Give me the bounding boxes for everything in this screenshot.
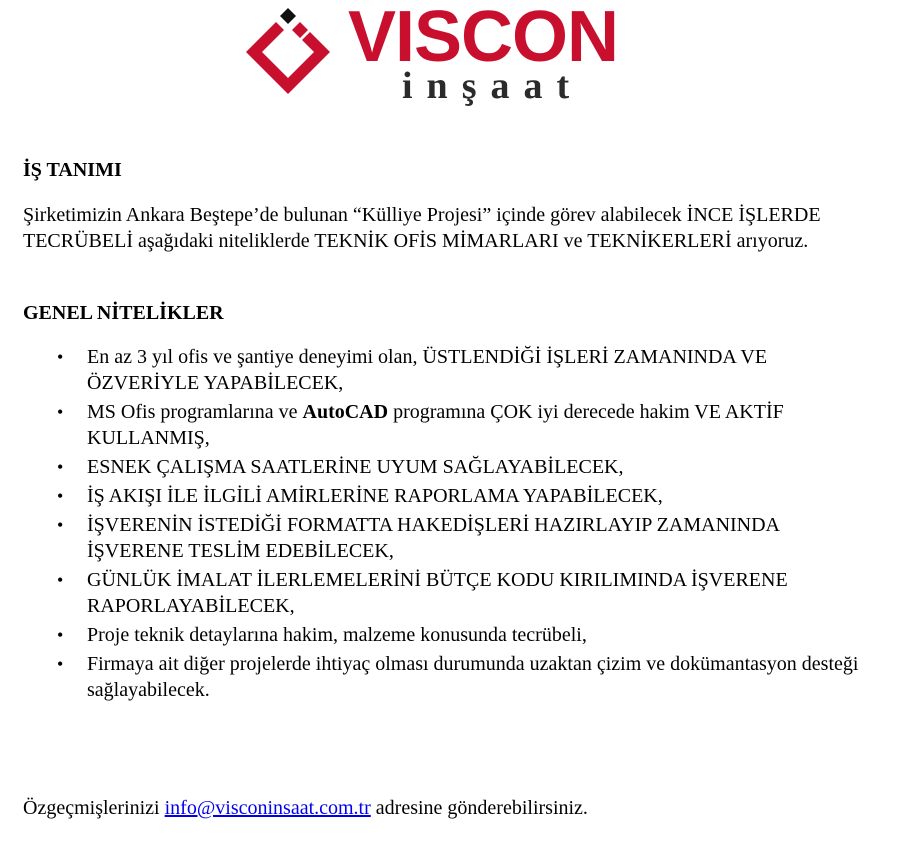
email-link[interactable]: info@visconinsaat.com.tr — [164, 797, 371, 819]
posting-body — [23, 157, 873, 706]
logo-diamond-icon — [236, 0, 346, 112]
requirement-text-prefix: MS Ofis programlarına ve — [87, 401, 298, 423]
list-item — [57, 512, 873, 564]
job-intro-text: Şirketimizin Ankara Beştepe’de bulunan “Külliye Projesi” içinde görev alabilecek İNCE İŞLERDE TECRÜBELİ aşağıdaki niteliklerde TEKNİK OFİS MİMARLARI ve TEKNİKERLERİ arıyoruz. — [23, 204, 821, 252]
bullet-icon: • — [57, 625, 64, 645]
requirements-list — [23, 344, 873, 703]
requirement-text: Firmaya ait diğer projelerde ihtiyaç olması durumunda uzaktan çizim ve dokümantasyon desteği sağlayabilecek. — [87, 653, 859, 701]
bullet-icon: • — [57, 402, 64, 422]
bullet-icon: • — [57, 486, 64, 506]
logo-subtitle: inşaat — [402, 65, 584, 107]
requirement-text: İŞVERENİN İSTEDİĞİ FORMATTA HAKEDİŞLERİ HAZIRLAYIP ZAMANINDA İŞVERENE TESLİM EDEBİLECEK, — [87, 514, 779, 562]
logo-wordmark: VISCON — [348, 0, 619, 77]
bullet-icon: • — [57, 515, 64, 535]
application-footer — [23, 795, 588, 821]
requirement-text: ESNEK ÇALIŞMA SAATLERİNE UYUM SAĞLAYABİLECEK, — [87, 456, 624, 478]
footer-text-after: adresine gönderebilirsiniz. — [375, 797, 588, 819]
bullet-icon: • — [57, 570, 64, 590]
bullet-icon: • — [57, 347, 64, 367]
requirement-text: En az 3 yıl ofis ve şantiye deneyimi olan, ÜSTLENDİĞİ İŞLERİ ZAMANINDA VE ÖZVERİYLE YAPABİLECEK, — [87, 346, 768, 394]
list-item — [57, 567, 873, 619]
requirement-text: GÜNLÜK İMALAT İLERLEMELERİNİ BÜTÇE KODU KIRILIMINDA İŞVERENE RAPORLAYABİLECEK, — [87, 569, 788, 617]
footer-text-before: Özgeçmişlerinizi — [23, 797, 160, 819]
company-logo — [236, 0, 646, 112]
bullet-icon: • — [57, 654, 64, 674]
job-description-heading: İŞ TANIMI — [23, 159, 122, 181]
requirement-text-bold: AutoCAD — [302, 401, 389, 423]
list-item — [57, 454, 873, 480]
bullet-icon: • — [57, 457, 64, 477]
list-item — [57, 399, 873, 451]
list-item — [57, 344, 873, 396]
requirement-text-suffix: programına ÇOK iyi derecede hakim VE AKTİF KULLANMIŞ, — [87, 401, 784, 449]
requirement-text: Proje teknik detaylarına hakim, malzeme konusunda tecrübeli, — [87, 624, 587, 646]
list-item — [57, 483, 873, 509]
requirement-text: İŞ AKIŞI İLE İLGİLİ AMİRLERİNE RAPORLAMA YAPABİLECEK, — [87, 485, 663, 507]
requirements-heading: GENEL NİTELİKLER — [23, 302, 224, 324]
list-item — [57, 622, 873, 648]
list-item — [57, 651, 873, 703]
